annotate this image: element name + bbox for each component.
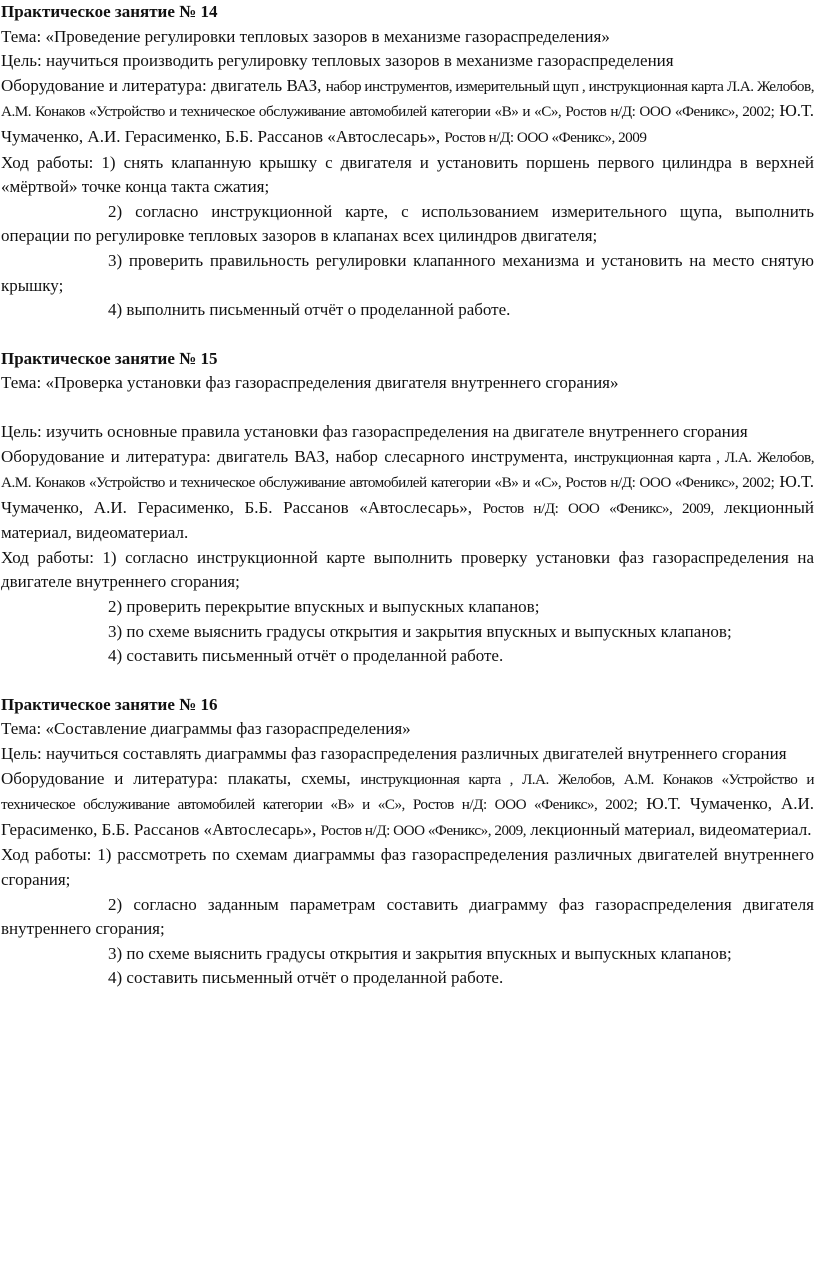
work-step-4: 4) составить письменный отчёт о проделанной работе.: [108, 646, 504, 666]
equipment-publisher: Ростов н/Д: ООО «Феникс», 2009: [444, 128, 647, 146]
work-step-2: 2) проверить перекрытие впускных и выпускных клапанов;: [108, 597, 540, 617]
equipment-authors: Ю.Т. Чумаченко, А.И. Герасименко, Б.Б. Рассанов «Автослесарь»,: [1, 101, 814, 146]
equipment-sources: инструкционная карта , Л.А. Желобов, А.М. Конаков «Устройство и техническое обслуживание автомобилей категории «В» и «С», Ростов н/Д: ООО «Феникс», 2002;: [1, 770, 814, 814]
equipment-publisher: Ростов н/Д: ООО «Феникс», 2009,: [320, 821, 527, 839]
equipment-extra: лекционный материал, видеоматериал.: [1, 497, 814, 543]
topic-line: Тема: «Проверка установки фаз газораспределения двигателя внутреннего сгорания»: [1, 373, 619, 393]
equipment-extra: лекционный материал, видеоматериал.: [526, 819, 812, 839]
work-step-2: 2) согласно заданным параметрам составить диаграмму фаз газораспределения двигателя внутреннего сгорания;: [1, 894, 814, 939]
work-step-3: 3) по схеме выяснить градусы открытия и закрытия впускных и выпускных клапанов;: [108, 621, 732, 641]
work-step-4: 4) составить письменный отчёт о проделанной работе.: [108, 968, 504, 988]
section-title: Практическое занятие № 15: [1, 348, 218, 368]
equipment-paragraph: [1, 74, 814, 151]
goal-line: Цель: научиться производить регулировку тепловых зазоров в механизме газораспределения: [1, 51, 674, 71]
equipment-publisher: Ростов н/Д: ООО «Феникс», 2009,: [482, 499, 714, 517]
goal-line: Цель: научиться составлять диаграммы фаз газораспределения различных двигателей внутреннего сгорания: [1, 744, 787, 764]
equipment-sources: набор инструментов, измерительный щуп , инструкционная карта Л.А. Желобов, А.М. Конаков «Устройство и техническое обслуживание автомобилей категории «В» и «С», Ростов н/Д: ООО «Феникс», 2002;: [1, 77, 814, 121]
practice-16: [1, 693, 814, 991]
work-step-1: Ход работы: 1) снять клапанную крышку с двигателя и установить поршень первого цилиндра в верхней «мёртвой» точке конца такта сжатия;: [1, 152, 814, 197]
goal-line: Цель: изучить основные правила установки фаз газораспределения на двигателе внутреннего сгорания: [1, 421, 748, 441]
equipment-sources: инструкционная карта , Л.А. Желобов, А.М. Конаков «Устройство и техническое обслуживание автомобилей категории «В» и «С», Ростов н/Д: ООО «Феникс», 2002;: [1, 448, 814, 492]
work-step-2: 2) согласно инструкционной карте, с использованием измерительного щупа, выполнить операции по регулировке тепловых зазоров в клапанах всех цилиндров двигателя;: [1, 201, 814, 246]
work-step-1: Ход работы: 1) рассмотреть по схемам диаграммы фаз газораспределения различных двигателей внутреннего сгорания;: [1, 845, 814, 889]
work-step-3: 3) проверить правильность регулировки клапанного механизма и установить на место снятую крышку;: [1, 250, 814, 295]
equipment-paragraph: [1, 445, 814, 546]
equipment-intro: Оборудование и литература: двигатель ВАЗ,: [1, 75, 326, 95]
topic-line: Тема: «Составление диаграммы фаз газораспределения»: [1, 719, 411, 739]
equipment-paragraph: [1, 767, 814, 844]
equipment-authors: Ю.Т. Чумаченко, А.И. Герасименко, Б.Б. Рассанов «Автослесарь»,: [1, 794, 814, 839]
work-step-1: Ход работы: 1) согласно инструкционной карте выполнить проверку установки фаз газораспределения на двигателе внутреннего сгорания;: [1, 547, 814, 592]
work-step-3: 3) по схеме выяснить градусы открытия и закрытия впускных и выпускных клапанов;: [108, 943, 732, 963]
section-title: Практическое занятие № 16: [1, 694, 218, 714]
section-title: Практическое занятие № 14: [1, 2, 218, 21]
work-step-4: 4) выполнить письменный отчёт о проделанной работе.: [108, 300, 511, 320]
equipment-intro: Оборудование и литература: плакаты, схемы,: [1, 768, 361, 788]
practice-15: [1, 347, 814, 669]
equipment-authors: Ю.Т. Чумаченко, А.И. Герасименко, Б.Б. Рассанов «Автослесарь»,: [1, 472, 814, 517]
topic-line: Тема: «Проведение регулировки тепловых зазоров в механизме газораспределения»: [1, 26, 610, 46]
practice-14: [1, 0, 814, 323]
equipment-intro: Оборудование и литература: двигатель ВАЗ, набор слесарного инструмента,: [1, 446, 575, 466]
